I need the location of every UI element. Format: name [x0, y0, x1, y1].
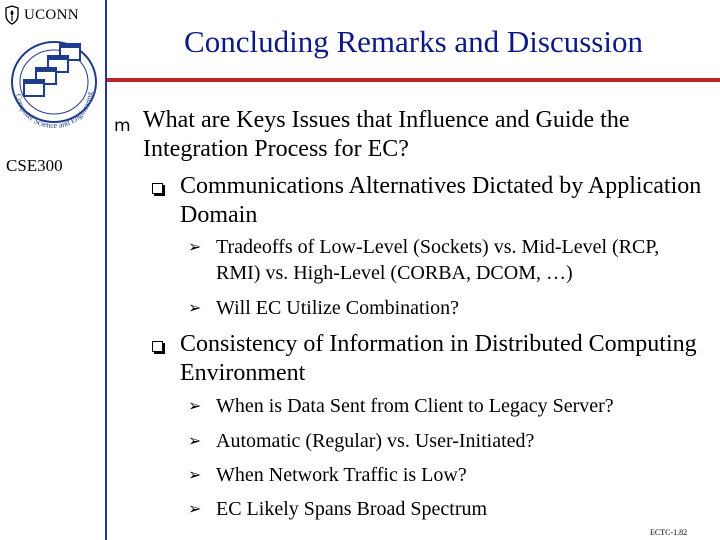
logo-ring-text: Computer Science and Engineering: [13, 91, 95, 130]
slide-title: Concluding Remarks and Discussion: [184, 24, 643, 59]
point-text: Automatic (Regular) vs. User-Initiated?: [216, 430, 535, 452]
main-bullet-text: What are Keys Issues that Influence and Guide the Integration Process for EC?: [143, 107, 630, 162]
bullet-icon: m: [114, 116, 131, 136]
arrow-bullet-icon: ➢: [188, 499, 202, 518]
sub-bullet-text: Consistency of Information in Distributed Computing Environment: [180, 331, 697, 386]
arrow-bullet-icon: ➢: [188, 396, 202, 415]
point-text: EC Likely Spans Broad Spectrum: [216, 498, 488, 520]
point-text: Will EC Utilize Combination?: [216, 297, 460, 319]
arrow-bullet-icon: ➢: [188, 431, 202, 450]
university-name: UCONN: [24, 6, 79, 23]
square-bullet-icon: [152, 183, 163, 194]
point-text: When is Data Sent from Client to Legacy Server?: [216, 395, 614, 417]
slide-footer-code: ECTC-1.82: [650, 528, 688, 537]
arrow-bullet-icon: ➢: [188, 237, 202, 256]
sub-bullet-text: Communications Alternatives Dictated by Application Domain: [180, 173, 702, 228]
arrow-bullet-icon: ➢: [188, 298, 202, 317]
arrow-bullet-icon: ➢: [188, 465, 202, 484]
course-code: CSE300: [6, 156, 63, 175]
point-text: When Network Traffic is Low?: [216, 464, 467, 486]
point-text: Tradeoffs of Low-Level (Sockets) vs. Mid-Level (RCP, RMI) vs. High-Level (CORBA, DCOM, …): [216, 236, 660, 284]
square-bullet-icon: [152, 341, 163, 352]
